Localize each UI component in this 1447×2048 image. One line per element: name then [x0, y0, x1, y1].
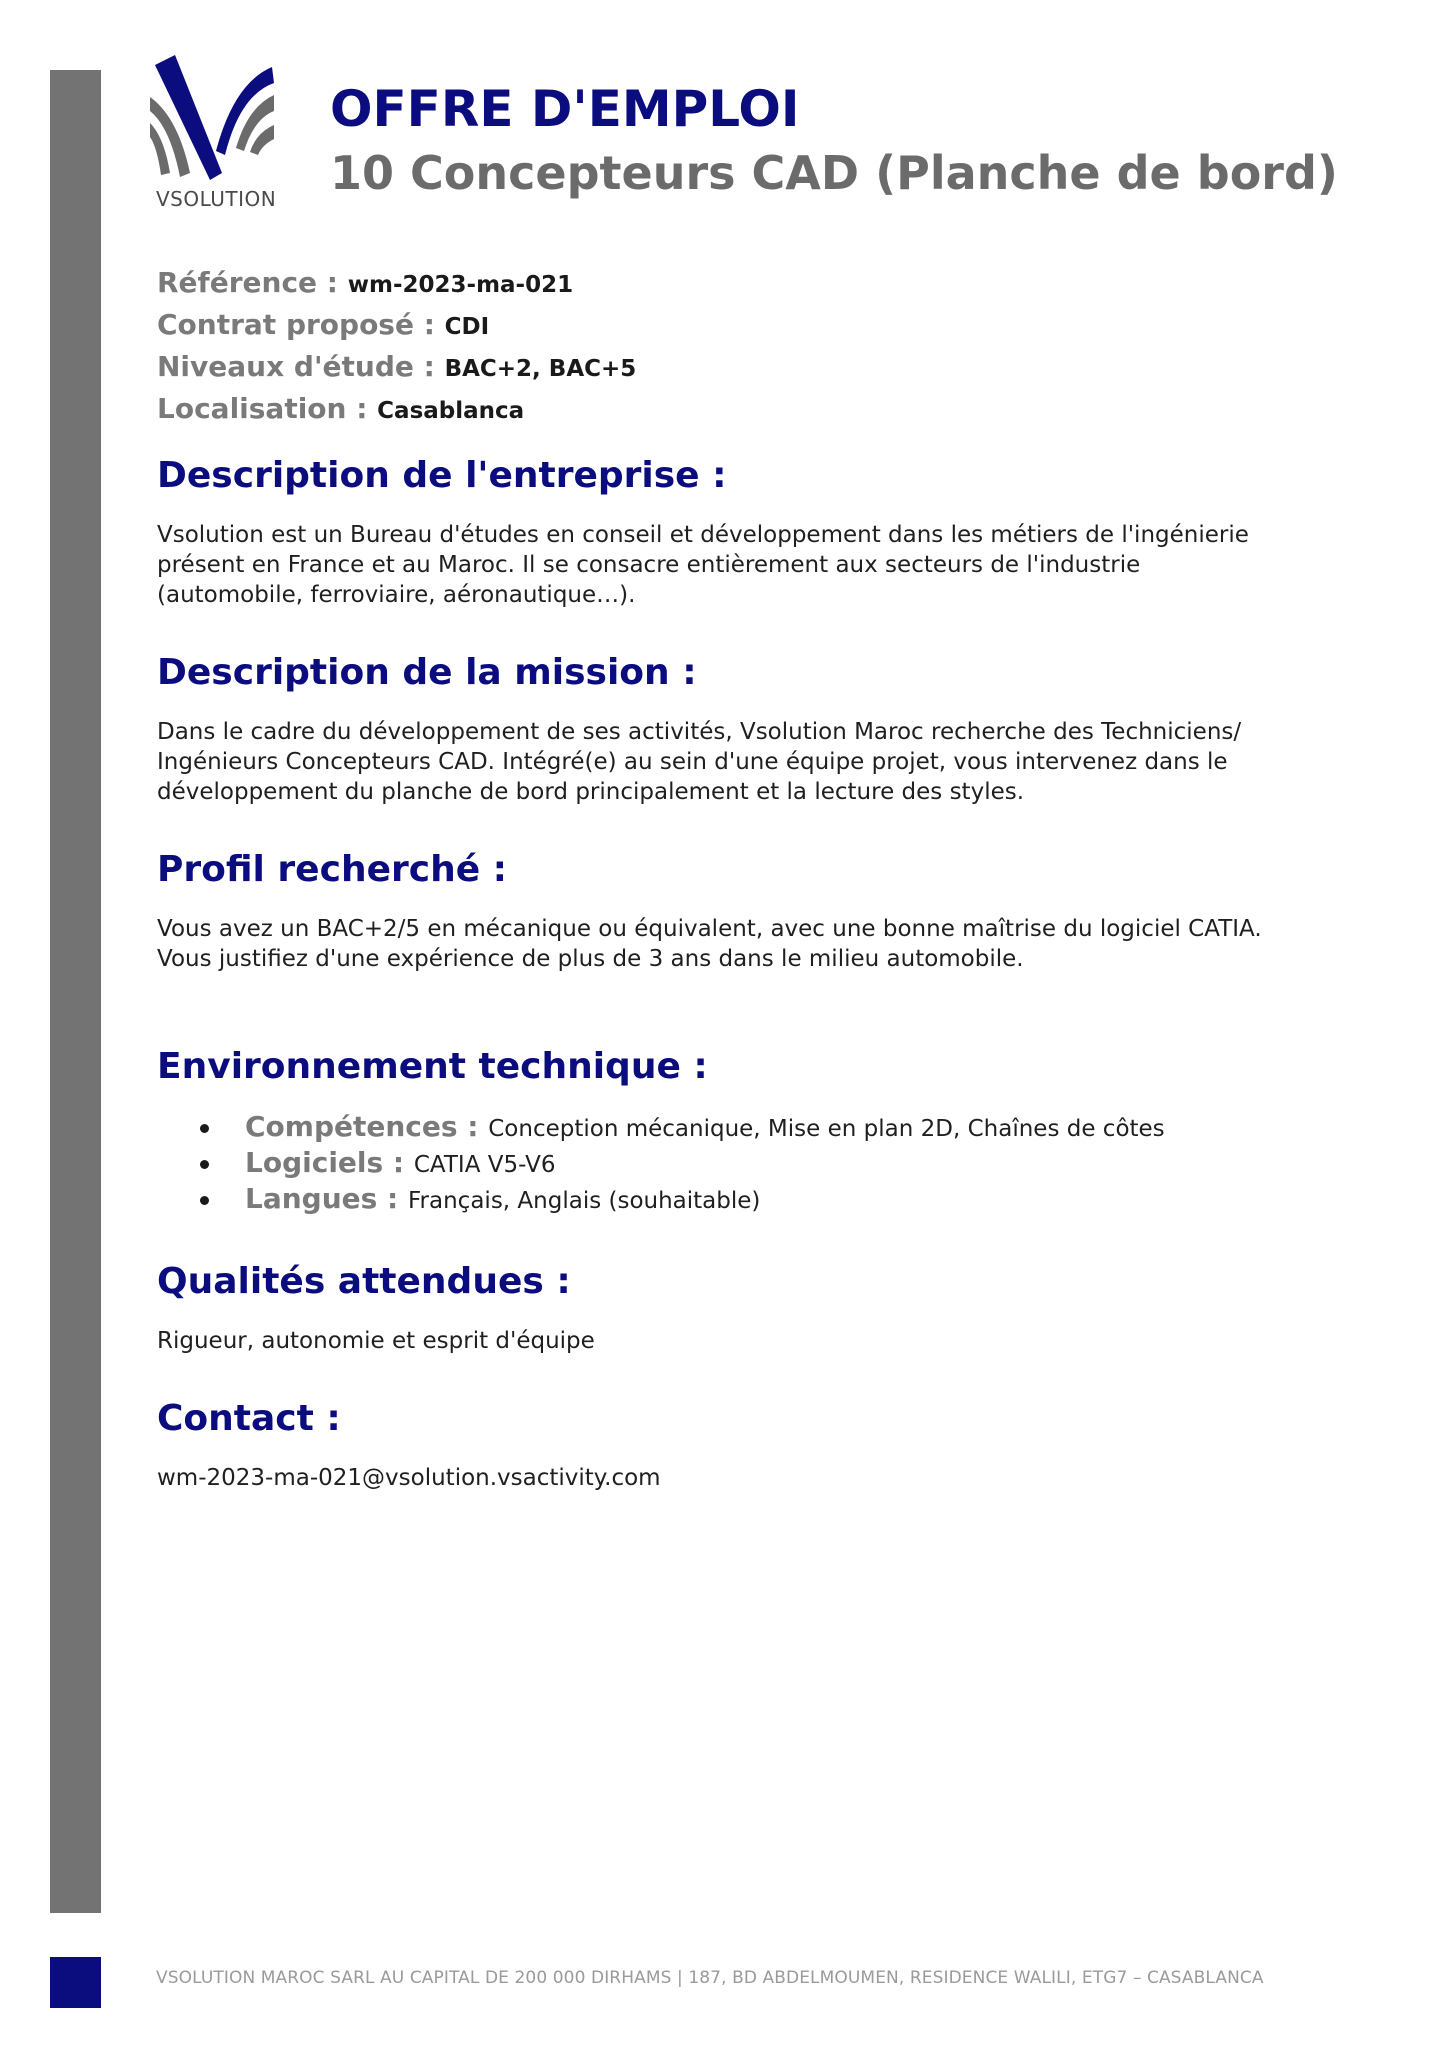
- side-bar: [50, 70, 101, 1913]
- meta-label: Localisation :: [157, 392, 378, 425]
- company-section: [157, 455, 1347, 610]
- mission-line: Dans le cadre du développement de ses activités, Vsolution Maroc recherche des Techniciens/: [157, 719, 1242, 745]
- page-title: OFFRE D'EMPLOI: [330, 80, 800, 138]
- environment-item-languages: [157, 1181, 1347, 1217]
- meta-label: Niveaux d'étude :: [157, 350, 445, 383]
- contact-section: [157, 1398, 1347, 1493]
- logo-mark-icon: [150, 55, 280, 185]
- logo-text: VSOLUTION: [156, 187, 277, 211]
- environment-item-skills: [157, 1109, 1347, 1145]
- page-subtitle: 10 Concepteurs CAD (Planche de bord): [330, 146, 1338, 200]
- mission-text: [157, 717, 1347, 807]
- profile-line: Vous avez un BAC+2/5 en mécanique ou équivalent, avec une bonne maîtrise du logiciel CATIA.: [157, 916, 1262, 942]
- environment-list: [157, 1109, 1347, 1217]
- qualities-text: Rigueur, autonomie et esprit d'équipe: [157, 1328, 595, 1354]
- bullet-icon: [200, 1124, 209, 1133]
- company-heading: Description de l'entreprise :: [157, 455, 727, 496]
- environment-value: Français, Anglais (souhaitable): [408, 1188, 761, 1214]
- company-line: présent en France et au Maroc. Il se consacre entièrement aux secteurs de l'industrie: [157, 552, 1141, 578]
- meta-location: [157, 388, 636, 430]
- company-text: [157, 520, 1347, 610]
- mission-line: Ingénieurs Concepteurs CAD. Intégré(e) au sein d'une équipe projet, vous intervenez dans le: [157, 749, 1228, 775]
- footer-text: VSOLUTION MAROC SARL AU CAPITAL DE 200 000 DIRHAMS | 187, BD ABDELMOUMEN, RESIDENCE WALILI, ETG7 – CASABLANCA: [156, 1968, 1264, 1988]
- meta-value: BAC+2, BAC+5: [444, 356, 637, 382]
- bullet-icon: [200, 1196, 209, 1205]
- meta-label: Référence :: [157, 266, 348, 299]
- mission-line: développement du planche de bord principalement et la lecture des styles.: [157, 779, 1025, 805]
- meta-value: CDI: [444, 314, 490, 340]
- mission-heading: Description de la mission :: [157, 652, 697, 693]
- meta-value: wm-2023-ma-021: [347, 272, 574, 298]
- environment-label: Langues :: [245, 1182, 408, 1215]
- job-meta: [157, 262, 636, 430]
- meta-reference: [157, 262, 636, 304]
- contact-email[interactable]: wm-2023-ma-021@vsolution.vsactivity.com: [157, 1465, 661, 1491]
- environment-section: [157, 1046, 1347, 1217]
- environment-value: Conception mécanique, Mise en plan 2D, Chaînes de côtes: [488, 1116, 1165, 1142]
- footer-square: [50, 1957, 101, 2008]
- meta-education: [157, 346, 636, 388]
- company-line: Vsolution est un Bureau d'études en conseil et développement dans les métiers de l'ingénierie: [157, 522, 1249, 548]
- environment-label: Logiciels :: [245, 1146, 414, 1179]
- meta-contract: [157, 304, 636, 346]
- vsolution-logo: [150, 55, 290, 215]
- mission-section: [157, 652, 1347, 807]
- company-line: (automobile, ferroviaire, aéronautique…).: [157, 582, 636, 608]
- meta-value: Casablanca: [377, 398, 525, 424]
- profile-line: Vous justifiez d'une expérience de plus de 3 ans dans le milieu automobile.: [157, 946, 1024, 972]
- profile-section: [157, 849, 1347, 974]
- qualities-section: [157, 1261, 1347, 1356]
- profile-heading: Profil recherché :: [157, 849, 508, 890]
- contact-heading: Contact :: [157, 1398, 341, 1439]
- environment-value: CATIA V5-V6: [413, 1152, 556, 1178]
- environment-label: Compétences :: [245, 1110, 489, 1143]
- meta-label: Contrat proposé :: [157, 308, 445, 341]
- environment-heading: Environnement technique :: [157, 1046, 708, 1087]
- qualities-heading: Qualités attendues :: [157, 1261, 571, 1302]
- environment-item-software: [157, 1145, 1347, 1181]
- profile-text: [157, 914, 1347, 974]
- bullet-icon: [200, 1160, 209, 1169]
